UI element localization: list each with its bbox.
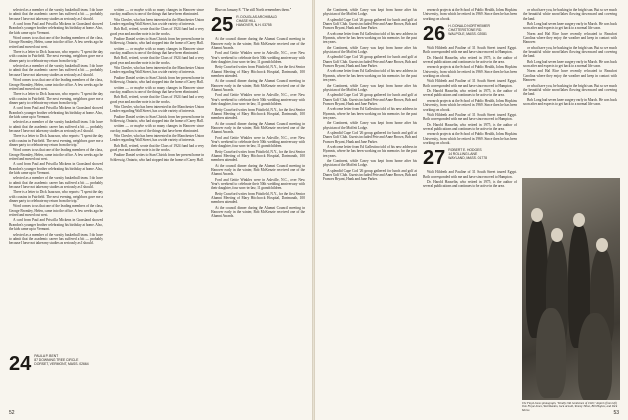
paragraph: the Continent, while Casey was kept from home after his physician of the Moffett Lodge. (323, 121, 417, 130)
paragraph: Word comes to us that one of the leading members of the class, George Bromley, Helen, came into the office. A few weeks ago he retired and moved out west. (9, 36, 103, 49)
paragraph: At the council dinner during the Alumni Council meeting in Hanover early in the winter, Bob McKenzie received one of the Alumni Awards. (211, 79, 305, 93)
class-number: 26 (423, 23, 446, 46)
paragraph: the Continent, while Casey was kept from home after his physician of the Moffett Lodge. (323, 83, 417, 92)
paragraph: research projects at the School of Public Health, Johns Hopkins University, from which he retired in 1969. Since then he has been working on a book. (423, 65, 517, 79)
class-number: 25 (211, 14, 234, 37)
page-number: 53 (613, 410, 619, 416)
group-photograph (522, 178, 620, 400)
paragraph: A welcome letter from Ed Gallestino told of his new address in Hyannis, where he has been working on his memoirs for the past ten years. (323, 144, 417, 158)
secretary-name: H. DONALD NORTHEIMER (448, 24, 490, 29)
paragraph: A splendid Cape Cod '26 group gathered for lunch and golf at Dunes Golf Club. Guests included Pete and Anne Brown, Bob and Frances Bryant, Hank and Jane Parker. (323, 168, 417, 182)
paragraph: A card from Paul and Priscilla Mickens in Grassland showed Brandon's younger brother celebrating his birthday at home. Also, the kids came up to Vermont. (9, 22, 103, 35)
paragraph: Ford and Gettie Winkles were in Ashville, N.C., over New Year's weekend to celebrate their 50th wedding anniversary with their daughter, four sons-in-law, 11 grandchildren. (211, 135, 305, 149)
paragraph: Betty Crawford writes from Pittsfield, N.Y., for the first Senior Alumni Meeting of Mary Hitchcock Hospital, Dartmouth, 100 members attended. (211, 107, 305, 121)
paragraph: Betty Crawford writes from Pittsfield, N.Y., for the first Senior Alumni Meeting of Mary Hitchcock Hospital, Dartmouth, 100 members attended. (211, 65, 305, 79)
left-page (0, 0, 313, 420)
secretary-name: PAULA P. BENT (34, 354, 59, 358)
paragraph: written — or maybe with so many changes in Hanover since our day, mailbox is one of the things that have been eliminated. (110, 124, 204, 133)
class-heading-24 (9, 354, 103, 400)
paragraph: Bob Boll, retired, wrote that the Class of 1924 fund had a very good year and another note is in the works. (110, 95, 204, 104)
paragraph: Ford and Gettie Winkles were in Ashville, N.C., over New Year's weekend to celebrate their 50th wedding anniversary with their daughter, four sons-in-law, 11 grandchildren. (211, 93, 305, 107)
paragraph: A welcome letter from Ed Gallestino told of his new address in Hyannis, where he has been working on his memoirs for the past ten years. (323, 107, 417, 120)
paragraph: or what have you, be basking in the bright sun. But so we much the beautiful white snowflakes flowing downward and covering the land. (523, 8, 617, 21)
paragraph: Pauline Daniel writes to Stan Chirick from her present home in Schleswig. Ontario, who had stopped into the home of Carey Hall. (110, 37, 204, 46)
class-heading-25 (211, 14, 305, 37)
address-line: WALPOLE, MASS. 02081 (448, 32, 487, 37)
paragraph: selected as a member of the varsity basketball team. I do have to admit that the academic career has suffered a bit — probably because I have not taken my studies as seriously as I should. (9, 176, 103, 190)
paragraph: Win Chesler, who has been interested in the Manchester Union Leader regarding Wall Street, has a wide variety of interests. (110, 17, 204, 27)
paragraph: the Continent, while Casey was kept from home after his physician of the Moffett Lodge. (323, 45, 417, 55)
paragraph: Walt Hildreth and Pauline of 31 South Street toured Egypt. Both corresponded with me and have since moved to Hampton. (423, 79, 517, 88)
paragraph: selected as a member of the varsity basketball team. I do have to admit that the academic career has suffered a bit — probably because I have not taken my studies as seriously as I should. (9, 232, 103, 246)
paragraph: selected as a member of the varsity basketball team. I do have to admit that the academic career has suffered a bit — probably because I have not taken my studies as seriously as I should. (9, 120, 103, 133)
class-heading-26 (423, 23, 517, 46)
paragraph: Bob Long had seven knee surgery early in March. He was back soon after and expects to get back to a normal life soon. (523, 59, 617, 69)
paragraph: Bob Boll, retired, wrote that the Class of 1924 fund had a very good year and another note is in the works. (110, 56, 204, 65)
paragraph: A splendid Cape Cod '26 group gathered for lunch and golf at Dunes Golf Club. Guests included Pete and Anne Brown, Bob and Frances Bryant, Hank and Jane Parker. (323, 130, 417, 144)
paragraph: There is a letter to Dick Isaacson, who reports: "I spent the day with cousins in Fairfield. The next evening, neighbors gave me a dinner party to celebrate my return from the trip." (9, 50, 103, 63)
paragraph: or what have you, be basking in the bright sun. But so we much the beautiful white snowflakes flowing downward and covering the land. (523, 83, 617, 97)
address-line: HANOVER, N.H. 03755 (236, 23, 272, 28)
paragraph: There is a letter to Dick Isaacson, who reports: "I spent the day with cousins in Fairfield. The next evening, neighbors gave me a dinner party to celebrate my return from the trip." (9, 92, 103, 105)
paragraph: selected as a member of the varsity basketball team. I do have to admit that the academic career has suffered a bit — probably because I have not taken my studies as seriously as I should. (9, 64, 103, 77)
secretary-name: R. DOUGLAS ARCHIBALD (236, 15, 277, 20)
left-column-2 (110, 8, 204, 408)
paragraph: written — or maybe with so many changes in Hanover since our day, mailbox is one of the things that have been eliminated. (110, 8, 204, 17)
paragraph: Walt Hildreth and Pauline of 31 South Street toured Egypt. Both corresponded with me and have since moved to Hampton. (423, 112, 517, 122)
paragraph: At the council dinner during the Alumni Council meeting in Hanover early in the winter, Bob McKenzie received one of the Alumni Awards. (211, 205, 305, 219)
paragraph: A card from Paul and Priscilla Mickens in Grassland showed Brandon's younger brother celebrating his birthday at home. Also, the kids came up to Vermont. (9, 106, 103, 119)
paragraph: A card from Paul and Priscilla Mickens in Grassland showed Brandon's younger brother celebrating his birthday at home. Also, the kids came up to Vermont. (9, 162, 103, 176)
paragraph: Walt Hildreth and Pauline of 31 South Street toured Egypt. Both corresponded with me and have since moved to Hampton. (423, 170, 517, 179)
paragraph: the Continent, while Casey was kept from home after his physician of the Moffett Lodge. (323, 159, 417, 168)
address-line: DORSET, VERMONT, MASS. 02664 (34, 362, 89, 366)
paragraph: Pauline Daniel writes to Stan Chirick from her present home in Schleswig. Ontario, who had stopped into the home of Carey Hall. (110, 114, 204, 123)
paragraph: Pauline Daniel writes to Stan Chirick from her present home in Schleswig. Ontario, who had stopped into the home of Carey Hall. (110, 75, 204, 85)
paragraph: research projects at the School of Public Health, Johns Hopkins University, from which he retired in 1969. Since then he has been working on a book. (423, 8, 517, 21)
right-page (315, 0, 628, 420)
left-column-3 (211, 8, 305, 408)
paragraph: A card from Paul and Priscilla Mickens in Grassland showed Brandon's younger brother celebrating his birthday at home. Also, the kids came up to Vermont. (9, 218, 103, 232)
photo-caption: The Floyd-Jones photograph, "Kindly Old Gentlemen of 1926," depicts (from left) Tom Floyd-Jones, Walt Rankin, Jack Arnold, Tommy Tilton, Bill Hughes, and Dick Morse. (522, 401, 618, 412)
address-line: 14 ROLLING LANE (448, 152, 478, 157)
paragraph: Dr. Harold Haaselin, who retired in 1975, is the author of several publications and continues to be active in the area. (423, 55, 517, 65)
address-line: 87 DOWNING TREE CIRCLE (34, 358, 79, 362)
left-column-1 (9, 8, 103, 408)
paragraph: research projects at the School of Public Health, Johns Hopkins University, from which he retired in 1969. Since then he has been working on a book. (423, 98, 517, 112)
paragraph: the Continent, while Casey was kept from home after his physician of the Moffett Lodge. (323, 8, 417, 17)
paragraph: selected as a member of the varsity basketball team. I do have to admit that the academic career has suffered a bit — probably because I have not taken my studies as seriously as I should. (9, 8, 103, 21)
paragraph: Win Chesler, who has been interested in the Manchester Union Leader regarding Wall Street, has a wide variety of interests. (110, 104, 204, 114)
paragraph: Dr. Harold Haaselin, who retired in 1975, is the author of several publications and continues to be active in the area. (423, 89, 517, 98)
paragraph: A welcome letter from Ed Gallestino told of his new address in Hyannis, where he has been working on his memoirs for the past ten years. (323, 69, 417, 83)
paragraph: Betty Crawford writes from Pittsfield, N.Y., for the first Senior Alumni Meeting of Mary Hitchcock Hospital, Dartmouth, 100 members attended. (211, 191, 305, 205)
paragraph: research projects at the School of Public Health, Johns Hopkins University, from which he retired in 1969. Since then he has been working on a book. (423, 132, 517, 145)
right-column-3 (523, 8, 617, 174)
paragraph: Betty Crawford writes from Pittsfield, N.Y., for the first Senior Alumni Meeting of Mary Hitchcock Hospital, Dartmouth, 100 members attended. (211, 149, 305, 163)
paragraph: Word comes to us that one of the leading members of the class, George Bromley, Helen, came into the office. A few weeks ago he retired and moved out west. (9, 78, 103, 91)
paragraph: Norm and Hal Rice have recently relocated to Beaufort Carolina where they enjoy the weather and keep in contact with Hanover. (523, 31, 617, 45)
paragraph: Pauline Daniel writes to Stan Chirick from her present home in Schleswig. Ontario, who had stopped into the home of Carey Hall. (110, 153, 204, 162)
secretary-name: ROBERT E. HODGES (448, 148, 482, 153)
paragraph: Word comes to us that one of the leading members of the class, George Bromley, Helen, came into the office. A few weeks ago he retired and moved out west. (9, 148, 103, 161)
right-column-2 (423, 8, 517, 408)
paragraph: A splendid Cape Cod '26 group gathered for lunch and golf at Dunes Golf Club. Guests included Pete and Anne Brown, Bob and Frances Bryant, Hank and Jane Parker. (323, 93, 417, 106)
paragraph: Ford and Gettie Winkles were in Ashville, N.C., over New Year's weekend to celebrate their 50th wedding anniversary with their daughter, four sons-in-law, 11 grandchildren. (211, 177, 305, 191)
paragraph: or what have you, be basking in the bright sun. But so we much the beautiful white snowflakes flowing downward and covering the land. (523, 45, 617, 59)
paragraph: Walt Hildreth and Pauline of 31 South Street toured Egypt. Both corresponded with me and have since moved to Hampton. (423, 46, 517, 55)
paragraph: Norm and Hal Rice have recently relocated to Beaufort Carolina where they enjoy the weather and keep in contact with Hanover. (523, 69, 617, 83)
address-line: WAYLAND, MASS. 01778 (448, 156, 488, 161)
paragraph: There is a letter to Dick Isaacson, who reports: "I spent the day with cousins in Fairfield. The next evening, neighbors gave me a dinner party to celebrate my return from the trip." (9, 134, 103, 147)
paragraph: Bob Long had seven knee surgery early in March. He was back soon after and expects to get back to a normal life soon. (523, 22, 617, 31)
address-line: CHASE HILL (236, 19, 256, 24)
paragraph: Win Chesler, who has been interested in the Manchester Union Leader regarding Wall Street, has a wide variety of interests. (110, 133, 204, 143)
address-line: CHATTERSTONE RD. (448, 28, 483, 33)
paragraph: Bob Boll, retired, wrote that the Class of 1924 fund had a very good year and another note is in the works. (110, 143, 204, 152)
paragraph: Win Chesler, who has been interested in the Manchester Union Leader regarding Wall Street, has a wide variety of interests. (110, 66, 204, 75)
paragraph: Ford and Gettie Winkles were in Ashville, N.C., over New Year's weekend to celebrate their 50th wedding anniversary with their daughter, four sons-in-law, 11 grandchildren. (211, 51, 305, 65)
page-number: 52 (9, 410, 15, 416)
paragraph: A splendid Cape Cod '26 group gathered for lunch and golf at Dunes Golf Club. Guests included Pete and Anne Brown, Bob and Frances Bryant, Hank and Jane Parker. (323, 17, 417, 31)
paragraph: Blue on January 8. "The still North remembers them." (215, 8, 292, 12)
paragraph: At the council dinner during the Alumni Council meeting in Hanover early in the winter, Bob McKenzie received one of the Alumni Awards. (211, 37, 305, 51)
paragraph: A splendid Cape Cod '26 group gathered for lunch and golf at Dunes Golf Club. Guests included Pete and Anne Brown, Bob and Frances Bryant, Hank and Jane Parker. (323, 55, 417, 69)
paragraph: Dr. Harold Haaselin, who retired in 1975, is the author of several publications and continues to be active in the area. (423, 179, 517, 189)
class-number: 24 (9, 354, 32, 375)
paragraph: written — or maybe with so many changes in Hanover since our day, mailbox is one of the things that have been eliminated. (110, 85, 204, 94)
paragraph: Bob Long had seven knee surgery early in March. He was back soon after and expects to get back to a normal life soon. (523, 97, 617, 106)
paragraph: At the council dinner during the Alumni Council meeting in Hanover early in the winter, Bob McKenzie received one of the Alumni Awards. (211, 163, 305, 177)
right-column-1 (323, 8, 417, 408)
paragraph: At the council dinner during the Alumni Council meeting in Hanover early in the winter, Bob McKenzie received one of the Alumni Awards. (211, 121, 305, 135)
paragraph: written — or maybe with so many changes in Hanover since our day, mailbox is one of the things that have been eliminated. (110, 46, 204, 56)
paragraph: A welcome letter from Ed Gallestino told of his new address in Hyannis, where he has been working on his memoirs for the past ten years. (323, 31, 417, 45)
paragraph: Word comes to us that one of the leading members of the class, George Bromley, Helen, came into the office. A few weeks ago he retired and moved out west. (9, 204, 103, 218)
paragraph: Bob Boll, retired, wrote that the Class of 1924 fund had a very good year and another note is in the works. (110, 27, 204, 36)
paragraph: There is a letter to Dick Isaacson, who reports: "I spent the day with cousins in Fairfield. The next evening, neighbors gave me a dinner party to celebrate my return from the trip." (9, 190, 103, 204)
class-number: 27 (423, 147, 446, 170)
class-heading-27 (423, 147, 517, 170)
paragraph: Dr. Harold Haaselin, who retired in 1975, is the author of several publications and continues to be active in the area. (423, 122, 517, 131)
